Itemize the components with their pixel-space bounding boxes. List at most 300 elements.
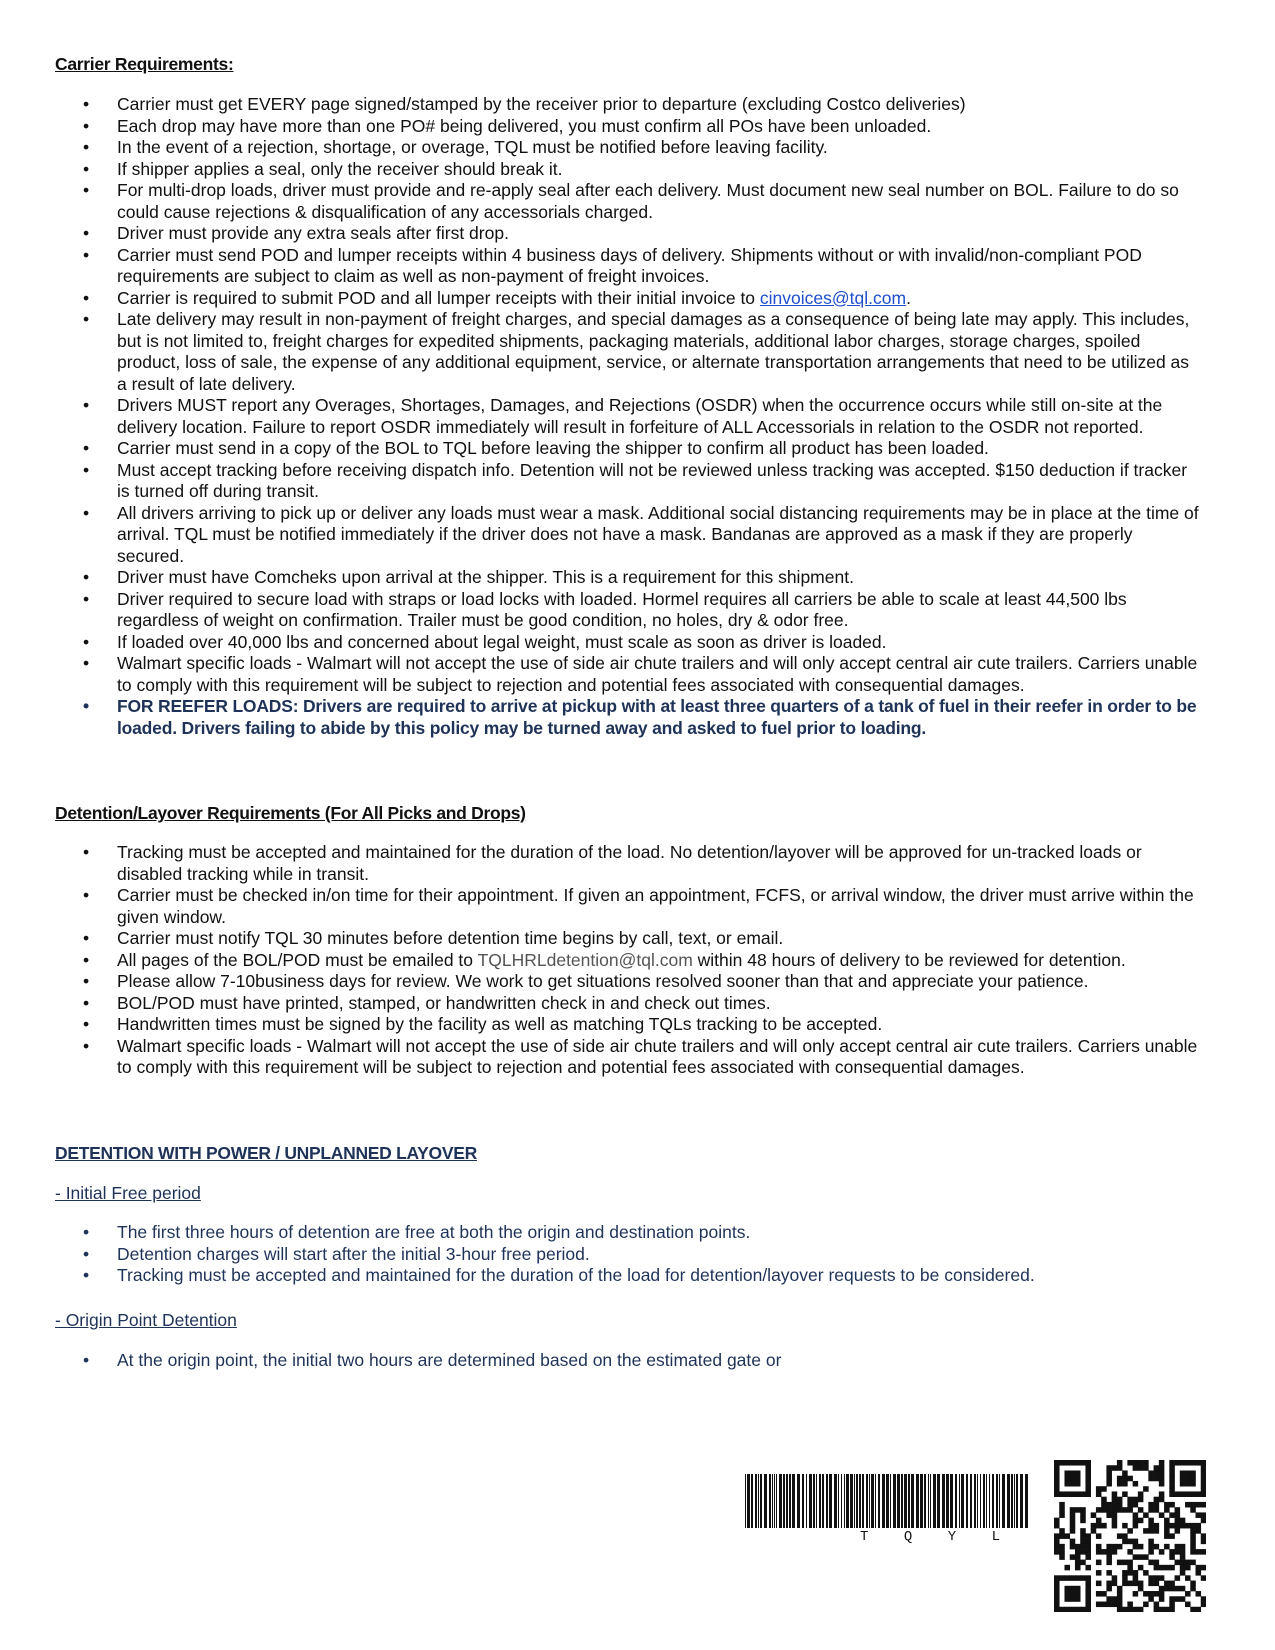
barcode-bar <box>772 1474 773 1528</box>
qr-module <box>1127 1528 1133 1534</box>
qr-module <box>1054 1607 1060 1612</box>
barcode-bar <box>980 1474 981 1528</box>
qr-module <box>1112 1491 1118 1497</box>
qr-module <box>1133 1544 1139 1550</box>
barcode-bar <box>904 1474 907 1528</box>
qr-module <box>1054 1575 1060 1581</box>
list-item: • Tracking must be accepted and maintained for the duration of the load. No detention/layover will be approved for un-tracked loads or disabled tracking while in transit. <box>0 842 1275 885</box>
qr-module <box>1064 1596 1070 1602</box>
barcode-bar <box>1016 1474 1018 1528</box>
qr-module <box>1075 1476 1081 1482</box>
qr-module <box>1154 1560 1160 1566</box>
qr-module <box>1096 1570 1102 1576</box>
barcode-bar <box>961 1474 964 1528</box>
qr-module <box>1117 1544 1123 1550</box>
qr-module <box>1054 1481 1060 1487</box>
qr-module <box>1080 1607 1086 1612</box>
qr-module <box>1117 1476 1123 1482</box>
qr-module <box>1096 1523 1102 1529</box>
qr-module <box>1133 1575 1139 1581</box>
qr-module <box>1138 1607 1144 1612</box>
qr-module <box>1096 1533 1102 1539</box>
qr-module <box>1201 1533 1206 1539</box>
qr-module <box>1117 1586 1123 1592</box>
barcode-bar <box>959 1474 960 1528</box>
qr-module <box>1064 1470 1070 1476</box>
free-period-list <box>0 1222 1275 1287</box>
qr-module <box>1143 1486 1149 1492</box>
qr-module <box>1201 1460 1206 1466</box>
qr-module <box>1201 1486 1206 1492</box>
qr-module <box>1127 1549 1133 1555</box>
barcode-bar <box>933 1474 936 1528</box>
qr-module <box>1169 1565 1175 1571</box>
qr-module <box>1180 1518 1186 1524</box>
qr-module <box>1075 1607 1081 1612</box>
qr-module <box>1085 1549 1091 1555</box>
list-item: • The first three hours of detention are free at both the origin and destination points. <box>0 1222 1275 1244</box>
barcode-bar <box>869 1474 870 1528</box>
qr-module <box>1196 1528 1202 1534</box>
qr-module <box>1075 1575 1081 1581</box>
qr-module <box>1054 1533 1060 1539</box>
qr-module <box>1180 1554 1186 1560</box>
qr-module <box>1059 1491 1065 1497</box>
qr-module <box>1091 1528 1097 1534</box>
qr-module <box>1085 1565 1091 1571</box>
qr-module <box>1106 1470 1112 1476</box>
barcode-bar <box>862 1474 864 1528</box>
qr-module <box>1148 1539 1154 1545</box>
qr-module <box>1164 1528 1170 1534</box>
barcode-bar <box>797 1474 800 1528</box>
barcode-bar <box>882 1474 885 1528</box>
qr-module <box>1159 1460 1165 1466</box>
barcode-bar <box>942 1474 945 1528</box>
barcode-bar <box>789 1474 791 1528</box>
qr-module <box>1085 1586 1091 1592</box>
qr-module <box>1169 1549 1175 1555</box>
qr-module <box>1054 1518 1060 1524</box>
qr-module <box>1059 1533 1065 1539</box>
qr-module <box>1201 1596 1206 1602</box>
qr-module <box>1080 1533 1086 1539</box>
qr-module <box>1059 1528 1065 1534</box>
barcode-bar <box>826 1474 828 1528</box>
qr-module <box>1185 1560 1191 1566</box>
qr-module <box>1122 1570 1128 1576</box>
qr-module <box>1117 1602 1123 1608</box>
list-item: • If loaded over 40,000 lbs and concerned about legal weight, must scale as soon as driver is loaded. <box>0 632 1275 654</box>
barcode-bar <box>1014 1474 1015 1528</box>
barcode-bar <box>911 1474 914 1528</box>
qr-module <box>1127 1560 1133 1566</box>
qr-module <box>1112 1512 1118 1518</box>
qr-module <box>1180 1544 1186 1550</box>
list-item: • Carrier must send in a copy of the BOL to TQL before leaving the shipper to confirm all product has been loaded. <box>0 438 1275 460</box>
qr-module <box>1112 1544 1118 1550</box>
barcode-bar <box>890 1474 891 1528</box>
qr-module <box>1064 1607 1070 1612</box>
qr-module <box>1085 1470 1091 1476</box>
qr-module <box>1070 1544 1076 1550</box>
qr-module <box>1185 1470 1191 1476</box>
qr-module <box>1096 1560 1102 1566</box>
qr-module <box>1122 1539 1128 1545</box>
qr-module <box>1180 1470 1186 1476</box>
qr-module <box>1070 1476 1076 1482</box>
barcode-bar <box>871 1474 874 1528</box>
barcode-image <box>745 1474 1030 1532</box>
qr-module <box>1138 1581 1144 1587</box>
qr-module <box>1159 1586 1165 1592</box>
list-item: • Must accept tracking before receiving dispatch info. Detention will not be reviewed unless tracking was accepted. $150 deduction if tracker is turned off during transit. <box>0 460 1275 503</box>
qr-module <box>1185 1502 1191 1508</box>
barcode-bar <box>764 1474 767 1528</box>
qr-module <box>1059 1460 1065 1466</box>
qr-module <box>1190 1523 1196 1529</box>
qr-module <box>1185 1481 1191 1487</box>
qr-module <box>1085 1460 1091 1466</box>
qr-module <box>1143 1602 1149 1608</box>
barcode-bar <box>755 1474 757 1528</box>
qr-module <box>1106 1554 1112 1560</box>
cinvoices-email-link[interactable]: cinvoices@tql.com <box>759 287 907 308</box>
qr-module <box>1133 1481 1139 1487</box>
qr-module <box>1190 1581 1196 1587</box>
qr-module <box>1064 1565 1070 1571</box>
qr-module <box>1070 1523 1076 1529</box>
qr-module <box>1154 1465 1160 1471</box>
qr-module <box>1059 1507 1065 1513</box>
qr-module <box>1075 1596 1081 1602</box>
qr-module <box>1169 1470 1175 1476</box>
barcode-bar <box>966 1474 968 1528</box>
list-item: • Carrier must notify TQL 30 minutes before detention time begins by call, text, or email. <box>0 928 1275 950</box>
barcode-bar <box>1025 1474 1028 1528</box>
qr-module <box>1196 1491 1202 1497</box>
barcode-bar <box>819 1474 821 1528</box>
qr-module <box>1101 1486 1107 1492</box>
barcode-bar <box>783 1474 785 1528</box>
qr-module <box>1201 1549 1206 1555</box>
qr-module <box>1164 1586 1170 1592</box>
qr-module <box>1190 1491 1196 1497</box>
qr-module <box>1054 1476 1060 1482</box>
qr-module <box>1143 1460 1149 1466</box>
qr-module <box>1117 1591 1123 1597</box>
barcode-bar <box>897 1474 900 1528</box>
qr-module <box>1112 1523 1118 1529</box>
qr-module <box>1070 1491 1076 1497</box>
qr-module <box>1101 1549 1107 1555</box>
qr-module <box>1175 1518 1181 1524</box>
qr-module <box>1075 1554 1081 1560</box>
qr-module <box>1080 1491 1086 1497</box>
qr-module <box>1106 1544 1112 1550</box>
barcode-bar <box>992 1474 994 1528</box>
qr-module <box>1096 1518 1102 1524</box>
qr-module <box>1075 1470 1081 1476</box>
barcode-bar <box>813 1474 815 1528</box>
invoice-text: Carrier is required to submit POD and all lumper receipts with their initial invoice to <box>117 287 760 308</box>
qr-module <box>1138 1565 1144 1571</box>
qr-module <box>1112 1497 1118 1503</box>
qr-module <box>1085 1581 1091 1587</box>
qr-module <box>1112 1549 1118 1555</box>
qr-module <box>1169 1465 1175 1471</box>
qr-module <box>1169 1502 1175 1508</box>
qr-module <box>1196 1460 1202 1466</box>
qr-module <box>1064 1591 1070 1597</box>
qr-module <box>1106 1465 1112 1471</box>
qr-module <box>1154 1575 1160 1581</box>
qr-module <box>1070 1607 1076 1612</box>
qr-module <box>1070 1518 1076 1524</box>
qr-module <box>1143 1528 1149 1534</box>
qr-module <box>1133 1460 1139 1466</box>
qr-module <box>1122 1523 1128 1529</box>
qr-module <box>1196 1512 1202 1518</box>
qr-module <box>1169 1476 1175 1482</box>
qr-module <box>1164 1565 1170 1571</box>
list-item: • Carrier must send POD and lumper receipts within 4 business days of delivery. Shipments without or with invalid/non-compliant POD requirements are subject to claim as well as non-payment of freight invoices. <box>0 245 1275 288</box>
detention-email-address[interactable]: TQLHRLdetention@tql.com <box>477 949 693 970</box>
barcode-bar <box>977 1474 978 1528</box>
qr-module <box>1138 1518 1144 1524</box>
barcode-bar <box>974 1474 976 1528</box>
qr-module <box>1080 1528 1086 1534</box>
list-item: • All drivers arriving to pick up or deliver any loads must wear a mask. Additional social distancing requirements may be in place at the time of arrival. TQL must be notified immediately if the driver does not have a mask. Bandanas are approved as a mask if they are properly secured. <box>0 503 1275 568</box>
qr-module <box>1138 1491 1144 1497</box>
qr-module <box>1164 1518 1170 1524</box>
barcode-bar <box>792 1474 795 1528</box>
qr-module <box>1106 1512 1112 1518</box>
qr-module <box>1101 1591 1107 1597</box>
qr-module <box>1180 1491 1186 1497</box>
qr-module <box>1101 1602 1107 1608</box>
qr-module <box>1196 1565 1202 1571</box>
qr-module <box>1154 1476 1160 1482</box>
qr-module <box>1096 1591 1102 1597</box>
qr-module <box>1117 1533 1123 1539</box>
qr-module <box>1096 1544 1102 1550</box>
qr-module <box>1154 1581 1160 1587</box>
qr-module <box>1164 1507 1170 1513</box>
list-item: • Driver must provide any extra seals after first drop. <box>0 223 1275 245</box>
qr-module <box>1101 1507 1107 1513</box>
barcode-bar <box>779 1474 782 1528</box>
qr-module <box>1201 1602 1206 1608</box>
qr-module <box>1201 1539 1206 1545</box>
qr-module <box>1154 1528 1160 1534</box>
qr-module <box>1085 1539 1091 1545</box>
barcode-bar <box>955 1474 957 1528</box>
qr-module <box>1080 1544 1086 1550</box>
qr-module <box>1159 1575 1165 1581</box>
qr-module <box>1190 1476 1196 1482</box>
qr-module <box>1175 1523 1181 1529</box>
barcode-bar <box>996 1474 998 1528</box>
qr-module <box>1054 1586 1060 1592</box>
qr-module <box>1059 1512 1065 1518</box>
qr-module <box>1075 1565 1081 1571</box>
qr-module <box>1127 1539 1133 1545</box>
qr-module <box>1185 1523 1191 1529</box>
qr-module <box>1122 1560 1128 1566</box>
qr-module <box>1127 1497 1133 1503</box>
list-item: • Tracking must be accepted and maintained for the duration of the load for detention/layover requests to be considered. <box>0 1265 1275 1287</box>
qr-module <box>1117 1460 1123 1466</box>
qr-module <box>1185 1575 1191 1581</box>
qr-module <box>1190 1544 1196 1550</box>
qr-module <box>1106 1507 1112 1513</box>
qr-module <box>1054 1602 1060 1608</box>
qr-module <box>1133 1502 1139 1508</box>
qr-module <box>1085 1596 1091 1602</box>
qr-module <box>1159 1591 1165 1597</box>
qr-module <box>1190 1481 1196 1487</box>
qr-module <box>1196 1570 1202 1576</box>
qr-module <box>1148 1523 1154 1529</box>
qr-module <box>1122 1481 1128 1487</box>
qr-module <box>1091 1523 1097 1529</box>
reefer-loads-notice: • FOR REEFER LOADS: Drivers are required to arrive at pickup with at least three quarters of a tank of fuel in their reefer in order to be loaded. Drivers failing to abide by this policy may be turned away and asked to fuel prior to loading. <box>0 696 1275 739</box>
qr-module <box>1185 1476 1191 1482</box>
qr-module <box>1169 1586 1175 1592</box>
qr-module <box>1101 1502 1107 1508</box>
qr-module <box>1133 1497 1139 1503</box>
qr-module <box>1164 1502 1170 1508</box>
barcode-letters <box>860 1529 1000 1545</box>
qr-module <box>1148 1591 1154 1597</box>
qr-module <box>1122 1476 1128 1482</box>
barcode-bar <box>893 1474 896 1528</box>
barcode-bar <box>751 1474 753 1528</box>
list-item: • Drivers MUST report any Overages, Shortages, Damages, and Rejections (OSDR) when the occurrence occurs while still on-site at the delivery location. Failure to report OSDR immediately will result in forfeiture of ALL Accessorials in relation to the OSDR not reported. <box>0 395 1275 438</box>
carrier-requirements-heading: Carrier Requirements: <box>55 54 234 74</box>
qr-module <box>1054 1581 1060 1587</box>
qr-module <box>1070 1481 1076 1487</box>
qr-module <box>1054 1465 1060 1471</box>
qr-module <box>1085 1575 1091 1581</box>
qr-module <box>1122 1575 1128 1581</box>
qr-module <box>1117 1507 1123 1513</box>
qr-module <box>1054 1491 1060 1497</box>
qr-module <box>1117 1497 1123 1503</box>
qr-module <box>1080 1518 1086 1524</box>
barcode-bar <box>856 1474 858 1528</box>
barcode-bar <box>930 1474 931 1528</box>
list-item: • Carrier must get EVERY page signed/stamped by the receiver prior to departure (excluding Costco deliveries) <box>0 94 1275 116</box>
qr-module <box>1085 1533 1091 1539</box>
qr-module <box>1085 1476 1091 1482</box>
barcode-bar <box>758 1474 759 1528</box>
qr-module <box>1085 1607 1091 1612</box>
qr-module <box>1175 1544 1181 1550</box>
qr-module <box>1201 1502 1206 1508</box>
qr-module <box>1080 1512 1086 1518</box>
qr-module <box>1159 1481 1165 1487</box>
qr-module <box>1185 1591 1191 1597</box>
qr-module <box>1169 1554 1175 1560</box>
qr-module <box>1106 1560 1112 1566</box>
qr-module <box>1148 1518 1154 1524</box>
qr-module <box>1117 1607 1123 1612</box>
qr-module <box>1175 1507 1181 1513</box>
qr-module <box>1201 1481 1206 1487</box>
qr-module <box>1180 1560 1186 1566</box>
qr-module <box>1148 1575 1154 1581</box>
qr-module <box>1201 1518 1206 1524</box>
barcode-bar <box>841 1474 842 1528</box>
qr-module <box>1059 1575 1065 1581</box>
origin-detention-list <box>0 1350 1275 1372</box>
barcode-letter: T <box>860 1529 869 1545</box>
qr-module <box>1190 1549 1196 1555</box>
qr-module <box>1154 1544 1160 1550</box>
qr-module <box>1154 1602 1160 1608</box>
qr-module <box>1106 1549 1112 1555</box>
barcode-bar <box>850 1474 853 1528</box>
qr-module <box>1106 1502 1112 1508</box>
qr-module <box>1201 1512 1206 1518</box>
barcode-bar <box>1020 1474 1023 1528</box>
qr-module <box>1175 1491 1181 1497</box>
qr-module <box>1159 1491 1165 1497</box>
qr-module <box>1138 1465 1144 1471</box>
qr-module <box>1154 1523 1160 1529</box>
qr-module <box>1075 1544 1081 1550</box>
qr-module <box>1164 1607 1170 1612</box>
initial-free-period-subheading: - Initial Free period <box>55 1183 201 1203</box>
qr-module <box>1138 1544 1144 1550</box>
qr-module <box>1154 1565 1160 1571</box>
detention-power-heading: DETENTION WITH POWER / UNPLANNED LAYOVER <box>55 1143 477 1163</box>
qr-module <box>1148 1544 1154 1550</box>
barcode-bar <box>816 1474 817 1528</box>
qr-module <box>1164 1523 1170 1529</box>
qr-module <box>1190 1528 1196 1534</box>
qr-module <box>1143 1554 1149 1560</box>
carrier-requirements-list <box>0 94 1275 739</box>
qr-module <box>1122 1533 1128 1539</box>
qr-module <box>1054 1596 1060 1602</box>
barcode-letter: Y <box>947 1529 957 1545</box>
qr-module <box>1059 1502 1065 1508</box>
invoice-suffix: . <box>906 287 911 308</box>
list-item: • Driver required to secure load with straps or load locks with loaded. Hormel requires all carriers be able to scale at least 44,500 lbs regardless of weight on confirmation. Trailer must be good condition, no holes, dry & odor free. <box>0 589 1275 632</box>
qr-module <box>1133 1581 1139 1587</box>
qr-module <box>1112 1507 1118 1513</box>
qr-module <box>1190 1586 1196 1592</box>
qr-module <box>1106 1596 1112 1602</box>
barcode-bar <box>844 1474 845 1528</box>
list-item-detention-email <box>0 950 1275 972</box>
qr-module <box>1148 1581 1154 1587</box>
qr-module <box>1180 1570 1186 1576</box>
list-item: • If shipper applies a seal, only the receiver should break it. <box>0 159 1275 181</box>
qr-module <box>1148 1502 1154 1508</box>
detention-requirements-list <box>0 842 1275 1079</box>
qr-module <box>1138 1554 1144 1560</box>
qr-module <box>1169 1602 1175 1608</box>
list-item: • Late delivery may result in non-payment of freight charges, and special damages as a consequence of being late may apply. This includes, but is not limited to, freight charges for expedited shipments, packaging materials, additional labor charges, storage charges, spoiled product, loss of sale, the expense of any additional equipment, service, or alternate transportation arrangements that need to be utilized as a result of late delivery. <box>0 309 1275 395</box>
qr-module <box>1064 1476 1070 1482</box>
qr-module <box>1080 1549 1086 1555</box>
barcode-bar <box>822 1474 824 1528</box>
qr-module <box>1154 1507 1160 1513</box>
